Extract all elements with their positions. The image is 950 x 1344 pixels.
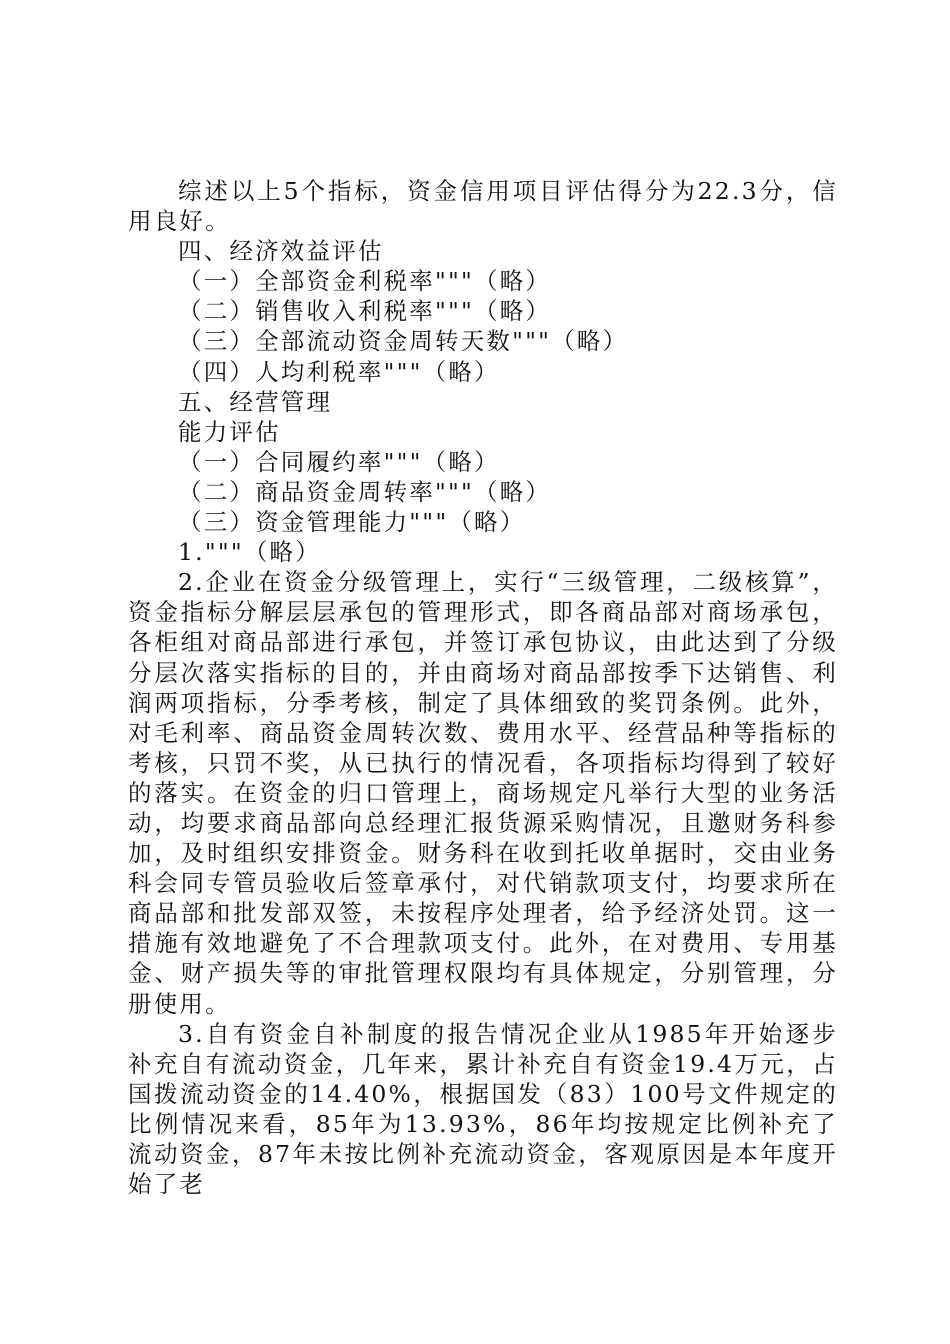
paragraph-point-3: 3.自有资金自补制度的报告情况企业从1985年开始逐步补充自有流动资金，几年来，累计补充自有资金19.4万元，占国拨流动资金的14.40%，根据国发（83）100号文件规定的比例情况来看，85年为13.93%，86年均按规定比例补充了流动资金，87年未按比例补充流动资金，客观原因是本年度开始了老 [128, 1019, 838, 1199]
item-point-1: 1."""（略） [178, 538, 321, 567]
item-per-capita-profit-tax: （四）人均利税率"""（略） [178, 357, 500, 386]
item-sales-profit-tax-rate: （二）销售收入利税率"""（略） [178, 297, 552, 326]
paragraph-summary: 综述以上5个指标，资金信用项目评估得分为22.3分，信用良好。 [128, 177, 838, 236]
paragraph-point-2: 2.企业在资金分级管理上，实行“三级管理，二级核算”，资金指标分解层层承包的管理形式，即各商品部对商场承包，各柜组对商品部进行承包，并签订承包协议，由此达到了分级分层次落实指标的目的，并由商场对商品部按季下达销售、利润两项指标，分季考核，制定了具体细致的奖罚条例。此外，对毛利率、商品资金周转次数、费用水平、经营品种等指标的考核，只罚不奖，从已执行的情况看，各项指标均得到了较好的落实。在资金的归口管理上，商场规定凡举行大型的业务活动，均要求商品部向总经理汇报货源采购情况，且邀财务科参加，及时组织安排资金。财务科在收到托收单据时，交由业务科会同专管员验收后签章承付，对代销款项支付，均要求所在商品部和批发部双签，未按程序处理者，给予经济处罚。这一措施有效地避免了不合理款项支付。此外，在对费用、专用基金、财产损失等的审批管理权限均有具体规定，分别管理，分册使用。 [128, 568, 838, 1018]
item-contract-performance-rate: （一）合同履约率"""（略） [178, 447, 500, 476]
item-working-capital-turnover-days: （三）全部流动资金周转天数"""（略） [178, 327, 629, 356]
heading-management: 五、经营管理 [178, 387, 333, 416]
heading-economic-benefit: 四、经济效益评估 [178, 237, 384, 266]
item-capital-profit-tax-rate: （一）全部资金利税率"""（略） [178, 267, 552, 296]
item-capital-management-ability: （三）资金管理能力"""（略） [178, 508, 526, 537]
item-goods-capital-turnover-rate: （二）商品资金周转率"""（略） [178, 477, 552, 506]
document-body [128, 176, 838, 1199]
heading-capability-assessment: 能力评估 [178, 417, 281, 446]
